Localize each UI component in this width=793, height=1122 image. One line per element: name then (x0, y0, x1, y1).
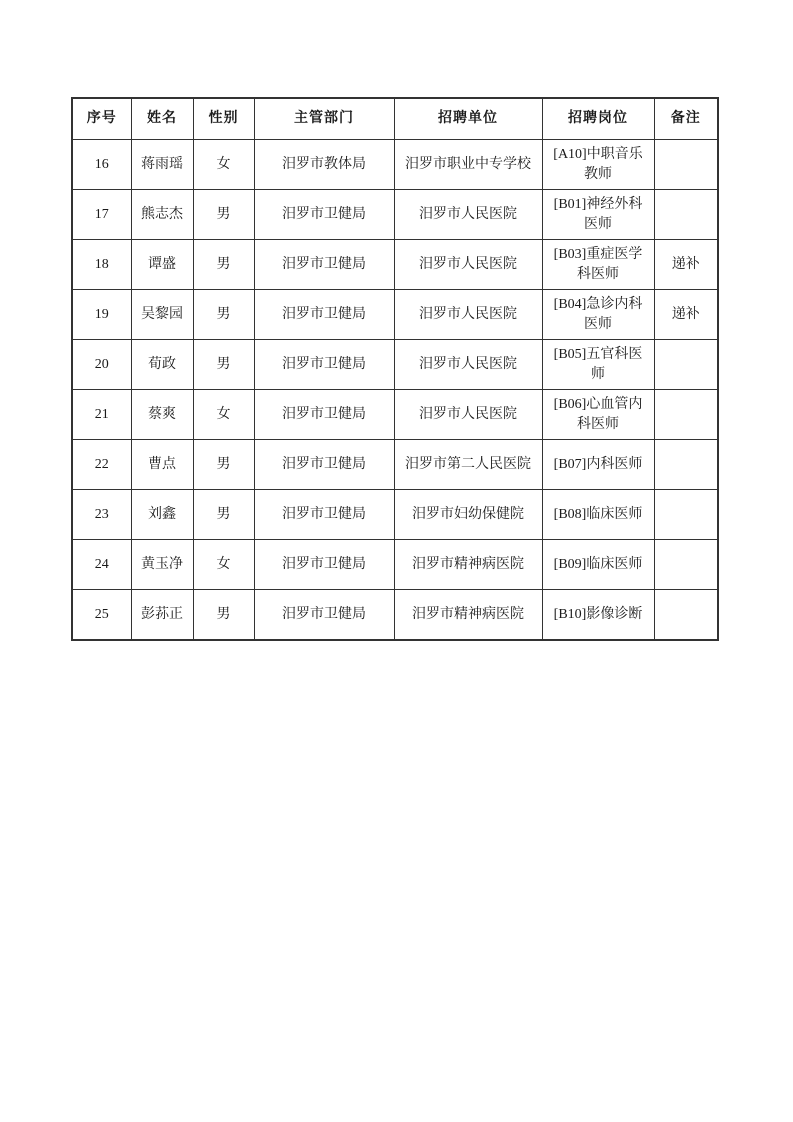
cell-dept: 汨罗市卫健局 (254, 240, 394, 290)
cell-gender: 女 (193, 540, 254, 590)
cell-no: 25 (72, 590, 131, 641)
cell-position: [B09]临床医师 (542, 540, 654, 590)
cell-remark (654, 140, 718, 190)
cell-no: 21 (72, 390, 131, 440)
cell-no: 22 (72, 440, 131, 490)
cell-dept: 汨罗市卫健局 (254, 340, 394, 390)
header-cell-dept: 主管部门 (254, 98, 394, 140)
cell-unit: 汨罗市人民医院 (394, 290, 542, 340)
cell-position: [B07]内科医师 (542, 440, 654, 490)
cell-no: 20 (72, 340, 131, 390)
table-row (72, 490, 718, 540)
cell-name: 彭荪正 (131, 590, 193, 641)
cell-unit: 汨罗市精神病医院 (394, 540, 542, 590)
cell-remark (654, 390, 718, 440)
cell-gender: 男 (193, 340, 254, 390)
table-row (72, 290, 718, 340)
cell-unit: 汨罗市妇幼保健院 (394, 490, 542, 540)
cell-no: 17 (72, 190, 131, 240)
cell-remark (654, 340, 718, 390)
cell-remark: 递补 (654, 240, 718, 290)
cell-name: 刘鑫 (131, 490, 193, 540)
cell-gender: 男 (193, 190, 254, 240)
cell-no: 16 (72, 140, 131, 190)
cell-gender: 男 (193, 440, 254, 490)
cell-unit: 汨罗市人民医院 (394, 390, 542, 440)
cell-remark (654, 540, 718, 590)
table-row (72, 140, 718, 190)
cell-position: [B04]急诊内科医师 (542, 290, 654, 340)
cell-position: [B10]影像诊断 (542, 590, 654, 641)
cell-remark (654, 440, 718, 490)
table-row (72, 590, 718, 641)
cell-unit: 汨罗市人民医院 (394, 240, 542, 290)
cell-remark (654, 590, 718, 641)
cell-no: 19 (72, 290, 131, 340)
cell-name: 黄玉净 (131, 540, 193, 590)
cell-gender: 男 (193, 240, 254, 290)
header-row (72, 98, 718, 140)
recruitment-table (71, 97, 719, 641)
cell-name: 蒋雨瑶 (131, 140, 193, 190)
header-cell-position: 招聘岗位 (542, 98, 654, 140)
table-row (72, 440, 718, 490)
cell-position: [B01]神经外科医师 (542, 190, 654, 240)
cell-position: [A10]中职音乐教师 (542, 140, 654, 190)
cell-name: 吴黎园 (131, 290, 193, 340)
cell-name: 荀政 (131, 340, 193, 390)
cell-unit: 汨罗市人民医院 (394, 340, 542, 390)
cell-position: [B08]临床医师 (542, 490, 654, 540)
cell-dept: 汨罗市卫健局 (254, 390, 394, 440)
cell-gender: 男 (193, 590, 254, 641)
header-cell-unit: 招聘单位 (394, 98, 542, 140)
cell-position: [B05]五官科医师 (542, 340, 654, 390)
header-cell-gender: 性别 (193, 98, 254, 140)
table-row (72, 190, 718, 240)
header-cell-no: 序号 (72, 98, 131, 140)
cell-name: 熊志杰 (131, 190, 193, 240)
cell-unit: 汨罗市精神病医院 (394, 590, 542, 641)
cell-remark (654, 490, 718, 540)
cell-no: 23 (72, 490, 131, 540)
cell-position: [B03]重症医学科医师 (542, 240, 654, 290)
cell-dept: 汨罗市教体局 (254, 140, 394, 190)
table-row (72, 540, 718, 590)
cell-name: 谭盛 (131, 240, 193, 290)
cell-dept: 汨罗市卫健局 (254, 490, 394, 540)
cell-name: 蔡爽 (131, 390, 193, 440)
cell-gender: 女 (193, 390, 254, 440)
cell-remark (654, 190, 718, 240)
cell-gender: 女 (193, 140, 254, 190)
header-cell-name: 姓名 (131, 98, 193, 140)
table-body (72, 140, 718, 641)
header-cell-remark: 备注 (654, 98, 718, 140)
cell-dept: 汨罗市卫健局 (254, 590, 394, 641)
cell-dept: 汨罗市卫健局 (254, 190, 394, 240)
cell-dept: 汨罗市卫健局 (254, 440, 394, 490)
cell-dept: 汨罗市卫健局 (254, 540, 394, 590)
cell-no: 18 (72, 240, 131, 290)
cell-unit: 汨罗市职业中专学校 (394, 140, 542, 190)
table-row (72, 240, 718, 290)
table-row (72, 390, 718, 440)
cell-position: [B06]心血管内科医师 (542, 390, 654, 440)
cell-remark: 递补 (654, 290, 718, 340)
cell-no: 24 (72, 540, 131, 590)
cell-gender: 男 (193, 290, 254, 340)
cell-dept: 汨罗市卫健局 (254, 290, 394, 340)
cell-name: 曹点 (131, 440, 193, 490)
cell-unit: 汨罗市人民医院 (394, 190, 542, 240)
cell-unit: 汨罗市第二人民医院 (394, 440, 542, 490)
table-row (72, 340, 718, 390)
cell-gender: 男 (193, 490, 254, 540)
